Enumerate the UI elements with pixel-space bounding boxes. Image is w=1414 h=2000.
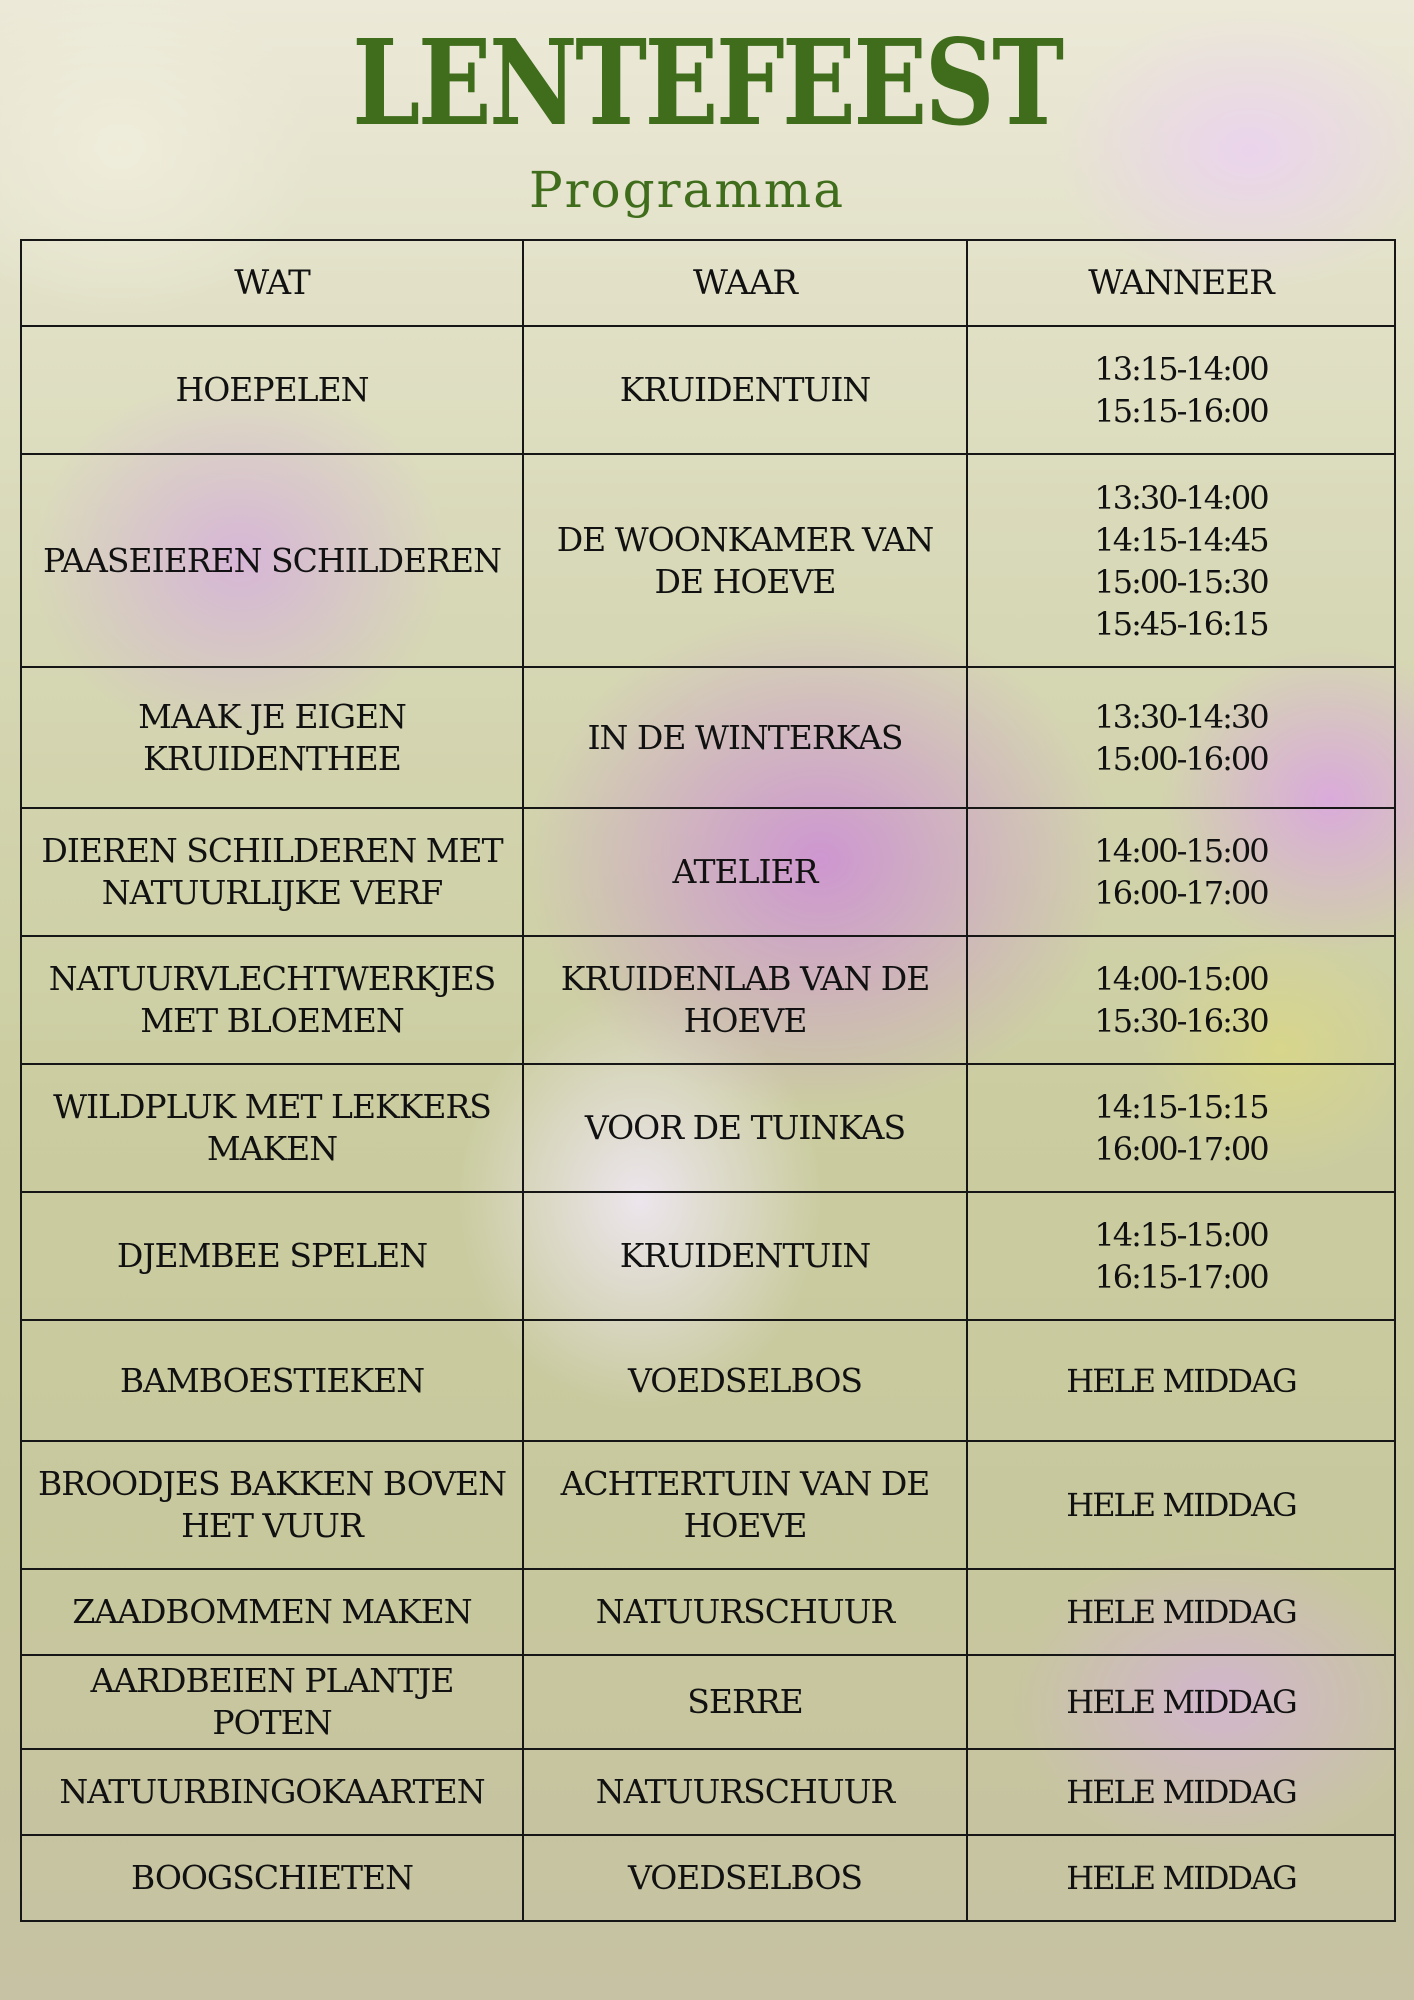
table-row [21,1441,1395,1569]
program-table-body [21,326,1395,1921]
table-row [21,1655,1395,1749]
cell-wat: BROODJES BAKKEN BOVEN HET VUUR [21,1441,523,1569]
cell-wat: AARDBEIEN PLANTJE POTEN [21,1655,523,1749]
cell-wanneer [967,1320,1395,1441]
cell-waar: ATELIER [523,808,967,936]
cell-waar: DE WOONKAMER VAN DE HOEVE [523,454,967,667]
table-row [21,454,1395,667]
time-slot: HELE MIDDAG [1066,1486,1296,1524]
cell-wat: BOOGSCHIETEN [21,1835,523,1921]
poster-title: LENTEFEEST [352,13,1062,152]
time-slot: 15:00-16:00 [1094,739,1268,778]
time-slot: HELE MIDDAG [1066,1859,1296,1897]
cell-wanneer [967,1192,1395,1320]
column-header-wat: WAT [21,240,523,326]
cell-wanneer [967,326,1395,454]
cell-wanneer [967,1441,1395,1569]
time-slot: HELE MIDDAG [1066,1593,1296,1631]
cell-wanneer [967,1064,1395,1192]
cell-wanneer [967,1569,1395,1655]
time-slot: 14:00-15:00 [1094,832,1268,870]
table-header-row [21,240,1395,326]
table-row [21,1064,1395,1192]
time-slot: 14:15-15:00 [1094,1216,1268,1254]
time-slot: 16:15-17:00 [1094,1258,1268,1296]
time-slot: 13:15-14:00 [1094,350,1268,388]
time-slot: 15:00-15:30 [1094,562,1268,601]
table-row [21,1569,1395,1655]
cell-wat: BAMBOESTIEKEN [21,1320,523,1441]
cell-wat: DIEREN SCHILDEREN MET NATUURLIJKE VERF [21,808,523,936]
cell-waar: NATUURSCHUUR [523,1569,967,1655]
cell-wat: HOEPELEN [21,326,523,454]
cell-wat: NATUURVLECHTWERKJES MET BLOEMEN [21,936,523,1064]
time-slot: 14:15-15:15 [1094,1088,1268,1126]
cell-wanneer [967,1655,1395,1749]
cell-waar: KRUIDENTUIN [523,1192,967,1320]
cell-waar: NATUURSCHUUR [523,1749,967,1835]
time-slot: 15:30-16:30 [1094,1002,1268,1040]
table-row [21,1835,1395,1921]
cell-waar: SERRE [523,1655,967,1749]
cell-wat: MAAK JE EIGEN KRUIDENTHEE [21,667,523,808]
cell-wat: PAASEIEREN SCHILDEREN [21,454,523,667]
time-slot: 15:15-16:00 [1094,392,1268,430]
cell-waar: KRUIDENTUIN [523,326,967,454]
time-slot: HELE MIDDAG [1066,1683,1296,1721]
cell-waar: KRUIDENLAB VAN DE HOEVE [523,936,967,1064]
cell-waar: ACHTERTUIN VAN DE HOEVE [523,1441,967,1569]
table-row [21,1320,1395,1441]
cell-waar: VOEDSELBOS [523,1320,967,1441]
time-slot: HELE MIDDAG [1066,1361,1296,1400]
table-row [21,936,1395,1064]
cell-wat: WILDPLUK MET LEKKERS MAKEN [21,1064,523,1192]
cell-waar: VOEDSELBOS [523,1835,967,1921]
cell-wanneer [967,454,1395,667]
time-slot: HELE MIDDAG [1066,1773,1296,1811]
table-row [21,326,1395,454]
cell-wanneer [967,936,1395,1064]
time-slot: 13:30-14:30 [1094,697,1268,736]
cell-wanneer [967,808,1395,936]
program-table [20,239,1396,1922]
poster-subtitle: Programma [529,161,845,219]
cell-wanneer [967,667,1395,808]
cell-wanneer [967,1749,1395,1835]
table-row [21,1192,1395,1320]
table-row [21,808,1395,936]
cell-waar: VOOR DE TUINKAS [523,1064,967,1192]
column-header-waar: WAAR [523,240,967,326]
cell-waar: IN DE WINTERKAS [523,667,967,808]
cell-wat: DJEMBEE SPELEN [21,1192,523,1320]
column-header-wanneer: WANNEER [967,240,1395,326]
cell-wanneer [967,1835,1395,1921]
time-slot: 15:45-16:15 [1094,604,1268,643]
cell-wat: ZAADBOMMEN MAKEN [21,1569,523,1655]
time-slot: 16:00-17:00 [1094,1130,1268,1168]
time-slot: 16:00-17:00 [1094,874,1268,912]
time-slot: 14:00-15:00 [1094,960,1268,998]
cell-wat: NATUURBINGOKAARTEN [21,1749,523,1835]
table-row [21,1749,1395,1835]
time-slot: 14:15-14:45 [1094,520,1268,559]
time-slot: 13:30-14:00 [1094,478,1268,517]
table-row [21,667,1395,808]
